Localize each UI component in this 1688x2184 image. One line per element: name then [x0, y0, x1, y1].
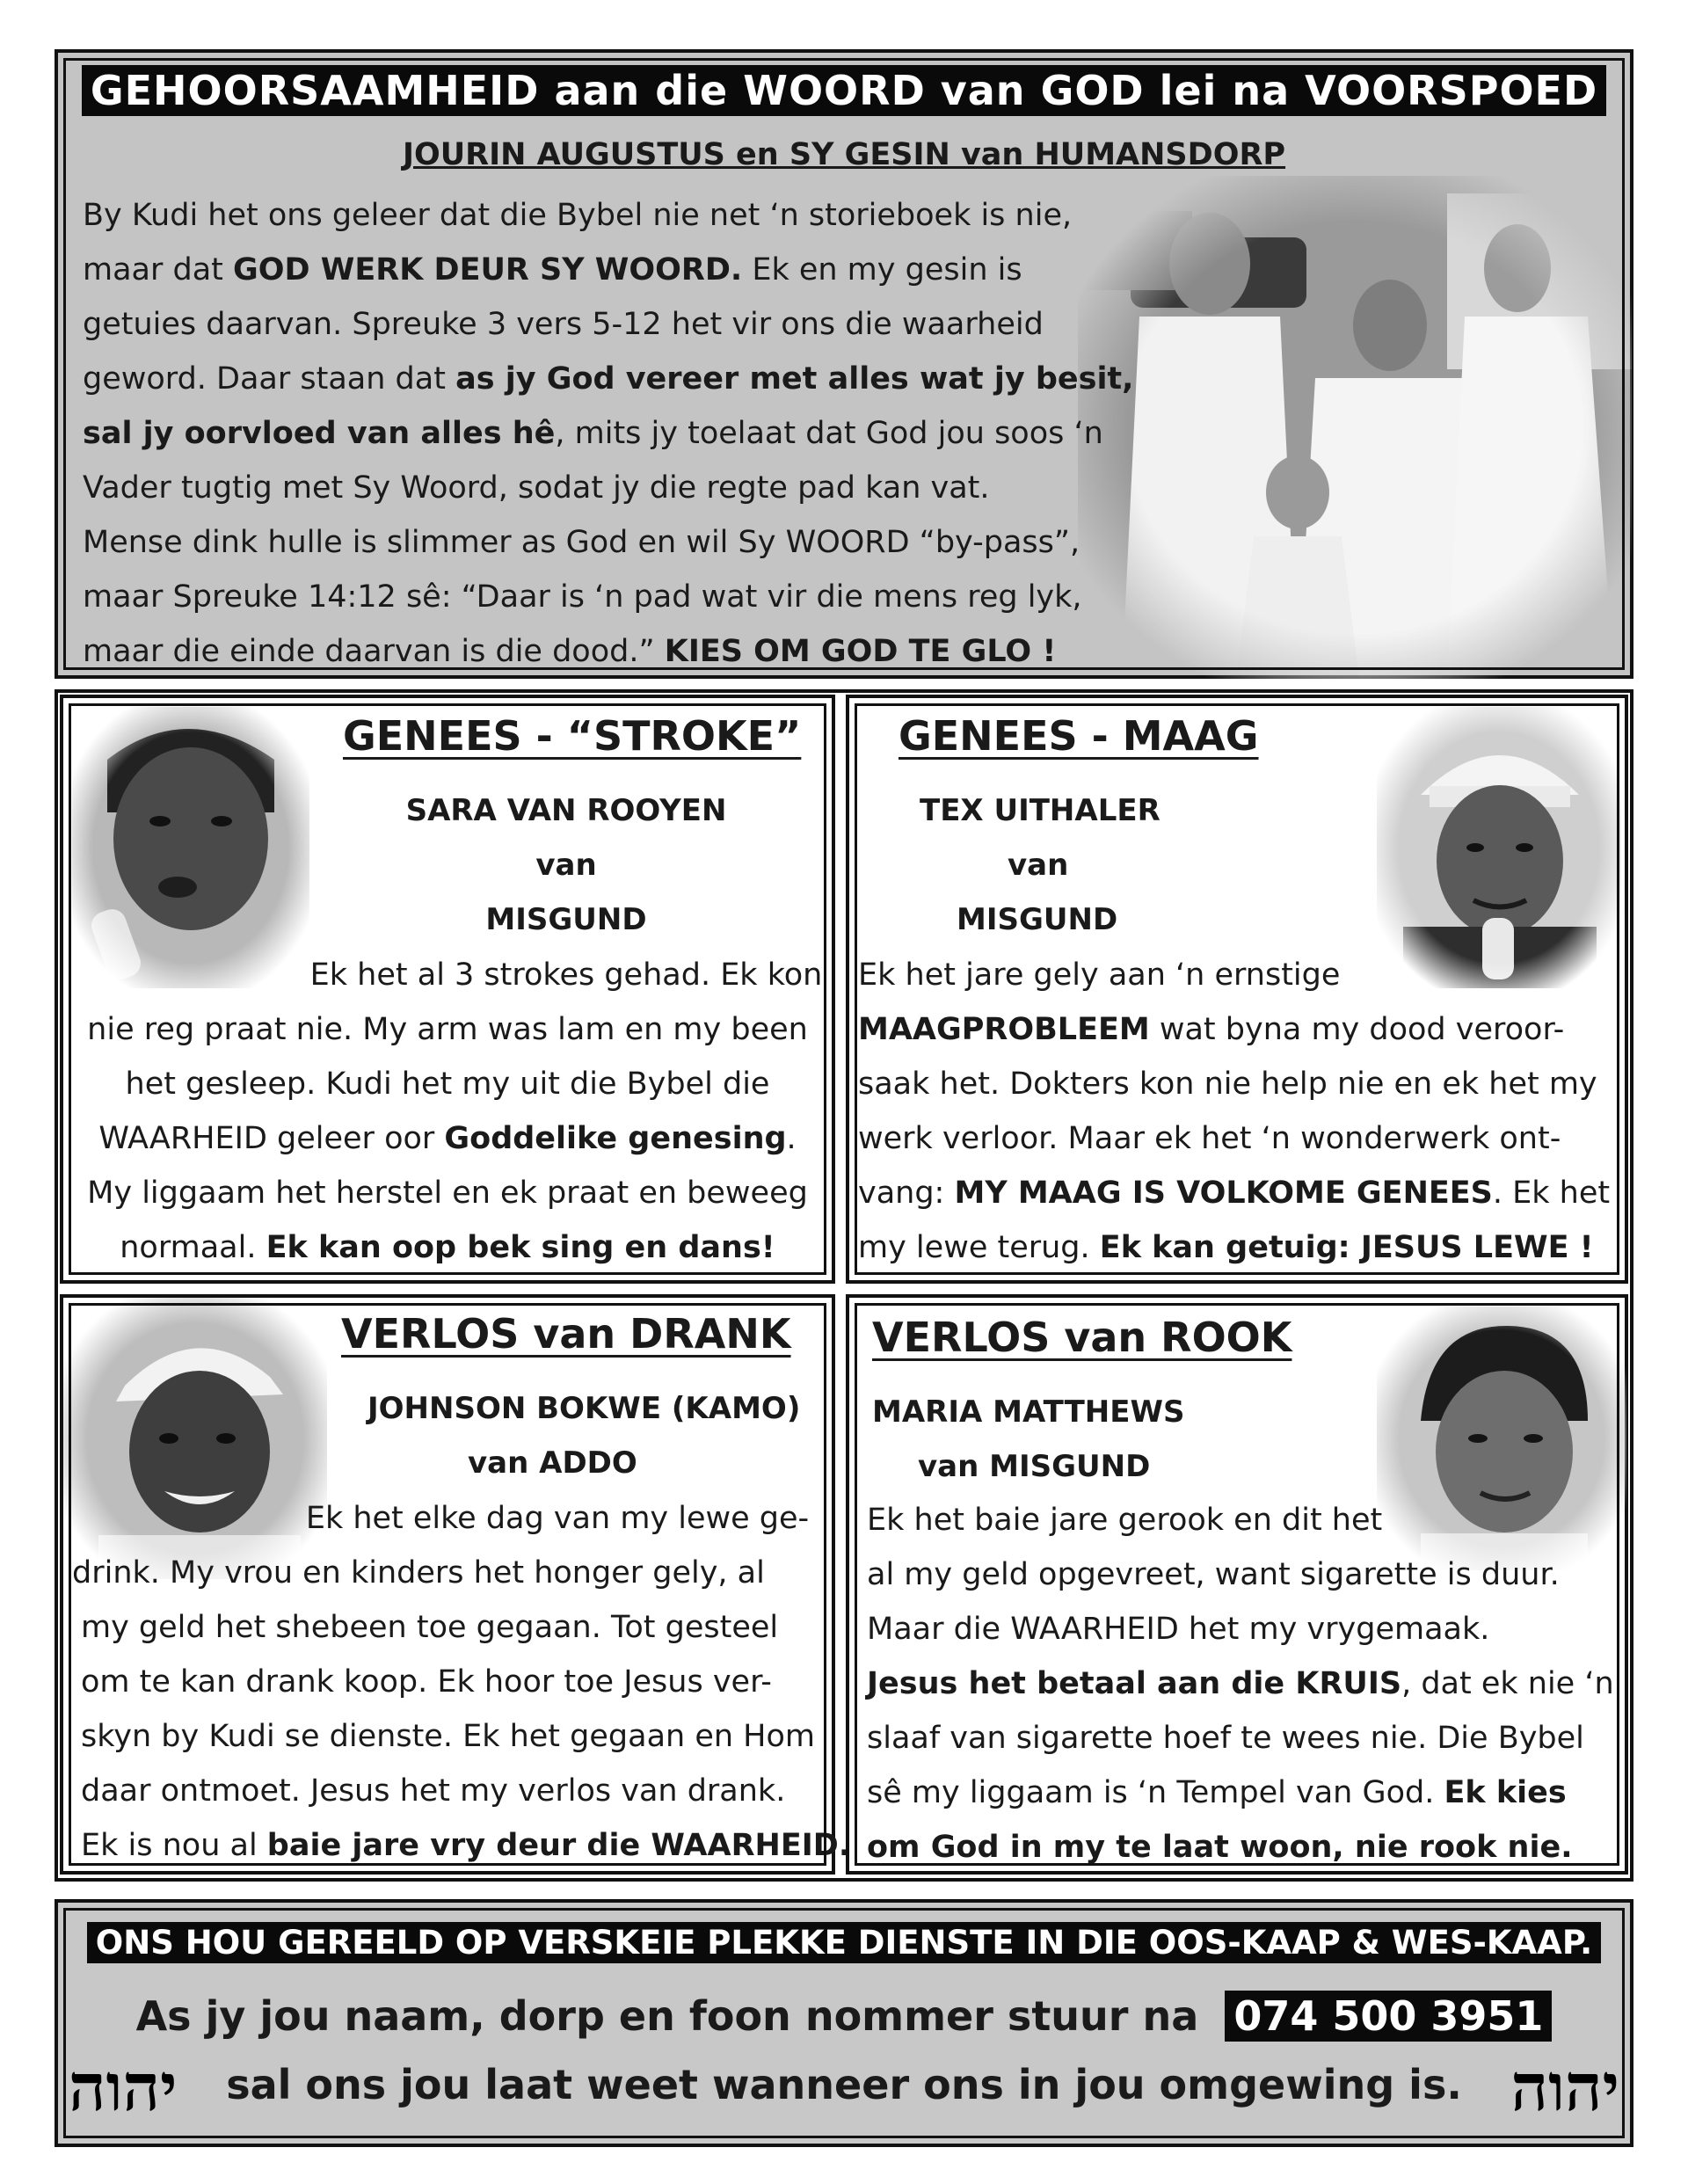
maag-line-3: werk verloor. Maar ek het ‘n wonderwerk ont-	[858, 1121, 1561, 1156]
maag-van: van	[1008, 848, 1069, 883]
rook-line-5: sê my liggaam is ‘n Tempel van God. Ek kies	[867, 1775, 1567, 1810]
drank-line-0: Ek het elke dag van my lewe ge-	[305, 1501, 810, 1536]
footer-phone: 074 500 3951	[1225, 1991, 1552, 2042]
top-line-7: maar Spreuke 14:12 sê: “Daar is ‘n pad wat vir die mens reg lyk,	[83, 579, 1082, 615]
top-title: GEHOORSAAMHEID aan die WOORD van GOD lei na VOORSPOED	[58, 65, 1630, 116]
stroke-van: van	[535, 848, 597, 883]
rook-name: MARIA MATTHEWS	[872, 1394, 1185, 1430]
stroke-town: MISGUND	[485, 902, 647, 937]
maag-name: TEX UITHALER	[920, 793, 1160, 828]
maria-photo	[1377, 1307, 1626, 1570]
rook-town: van MISGUND	[918, 1449, 1151, 1484]
rook-line-4: slaaf van sigarette hoef te wees nie. Die Bybel	[867, 1721, 1584, 1756]
maria-photo-image	[1377, 1307, 1626, 1570]
sara-photo	[72, 707, 309, 988]
top-line-1: maar dat GOD WERK DEUR SY WOORD. Ek en my gesin is	[83, 252, 1022, 288]
family-photo-image	[1078, 176, 1632, 679]
rook-line-3: Jesus het betaal aan die KRUIS, dat ek nie ‘n	[867, 1666, 1614, 1701]
stroke-name: SARA VAN ROOYEN	[405, 793, 727, 828]
rook-line-0: Ek het baie jare gerook en dit het	[867, 1503, 1383, 1538]
drank-line-6: Ek is nou al baie jare vry deur die WAARHEID.	[81, 1828, 851, 1863]
top-line-5: Vader tugtig met Sy Woord, sodat jy die regte pad kan vat.	[83, 470, 990, 506]
rook-line-1: al my geld opgevreet, want sigarette is duur.	[867, 1557, 1560, 1592]
hebrew-left-glyph: יהוה	[69, 2050, 178, 2126]
rook-heading: VERLOS van ROOK	[872, 1314, 1292, 1361]
hebrew-right-glyph: יהוה	[1510, 2050, 1619, 2126]
stroke-line-0: Ek het al 3 strokes gehad. Ek kon	[309, 957, 823, 993]
stroke-line-4: My liggaam het herstel en ek praat en beweeg	[87, 1176, 808, 1211]
maag-town: MISGUND	[957, 902, 1118, 937]
footer-line2: sal ons jou laat weet wanneer ons in jou omgewing is.	[226, 2061, 1462, 2108]
johnson-photo	[63, 1298, 327, 1579]
drank-line-3: om te kan drank koop. Ek hoor toe Jesus ver-	[81, 1664, 772, 1700]
johnson-photo-image	[63, 1298, 327, 1579]
drank-name: JOHNSON BOKWE (KAMO)	[367, 1391, 801, 1426]
footer-banner: ONS HOU GEREELD OP VERSKEIE PLEKKE DIENSTE IN DIE OOS-KAAP & WES-KAAP.	[58, 1922, 1630, 1963]
rook-line-2: Maar die WAARHEID het my vrygemaak.	[867, 1612, 1490, 1647]
maag-line-2: saak het. Dokters kon nie help nie en ek het my	[858, 1067, 1597, 1102]
maag-line-0: Ek het jare gely aan ‘n ernstige	[858, 957, 1341, 993]
family-photo	[1078, 176, 1632, 679]
drank-line-5: daar ontmoet. Jesus het my verlos van drank.	[81, 1773, 786, 1809]
maag-line-4: vang: MY MAAG IS VOLKOME GENEES. Ek het	[858, 1176, 1611, 1211]
sara-photo-image	[72, 707, 309, 988]
tex-photo	[1377, 707, 1621, 988]
maag-line-1: MAAGPROBLEEM wat byna my dood veroor-	[858, 1012, 1565, 1047]
maag-line-5: my lewe terug. Ek kan getuig: JESUS LEWE !	[858, 1230, 1594, 1265]
footer-line1: As jy jou naam, dorp en foon nommer stuur na 074 500 3951	[58, 1991, 1630, 2042]
top-line-4: sal jy oorvloed van alles hê, mits jy toelaat dat God jou soos ‘n	[83, 416, 1103, 451]
top-line-8: maar die einde daarvan is die dood.” KIES OM GOD TE GLO !	[83, 634, 1057, 669]
rook-testimony-box	[846, 1294, 1628, 1875]
stroke-testimony-box	[60, 695, 835, 1284]
drank-line-4: skyn by Kudi se dienste. Ek het gegaan en Hom	[81, 1719, 815, 1754]
top-line-6: Mense dink hulle is slimmer as God en wil Sy WOORD “by-pass”,	[83, 525, 1080, 560]
top-line-2: getuies daarvan. Spreuke 3 vers 5-12 het vir ons die waarheid	[83, 307, 1044, 342]
top-testimony-box	[55, 49, 1633, 679]
stroke-heading: GENEES - “STROKE”	[343, 712, 802, 760]
maag-heading: GENEES - MAAG	[899, 712, 1259, 760]
stroke-line-1: nie reg praat nie. My arm was lam en my been	[87, 1012, 808, 1047]
rook-line-6: om God in my te laat woon, nie rook nie.	[867, 1830, 1573, 1865]
drank-line-2: my geld het shebeen toe gegaan. Tot gesteel	[81, 1610, 779, 1645]
drank-line-1: drink. My vrou en kinders het honger gely, al	[72, 1555, 765, 1591]
drank-town: van ADDO	[468, 1445, 637, 1481]
stroke-line-2: het gesleep. Kudi het my uit die Bybel die	[125, 1067, 770, 1102]
top-subtitle: JOURIN AUGUSTUS en SY GESIN van HUMANSDORP	[402, 137, 1286, 172]
maag-testimony-box	[846, 695, 1628, 1284]
top-line-3: geword. Daar staan dat as jy God vereer met alles wat jy besit,	[83, 361, 1134, 397]
tex-photo-image	[1377, 707, 1621, 988]
drank-testimony-box	[60, 1294, 851, 1875]
footer-box	[55, 1899, 1633, 2147]
stroke-line-3: WAARHEID geleer oor Goddelike genesing.	[98, 1121, 797, 1156]
stroke-line-5: normaal. Ek kan oop bek sing en dans!	[120, 1230, 775, 1265]
drank-heading: VERLOS van DRANK	[341, 1310, 791, 1358]
top-line-0: By Kudi het ons geleer dat die Bybel nie net ‘n storieboek is nie,	[83, 198, 1073, 233]
